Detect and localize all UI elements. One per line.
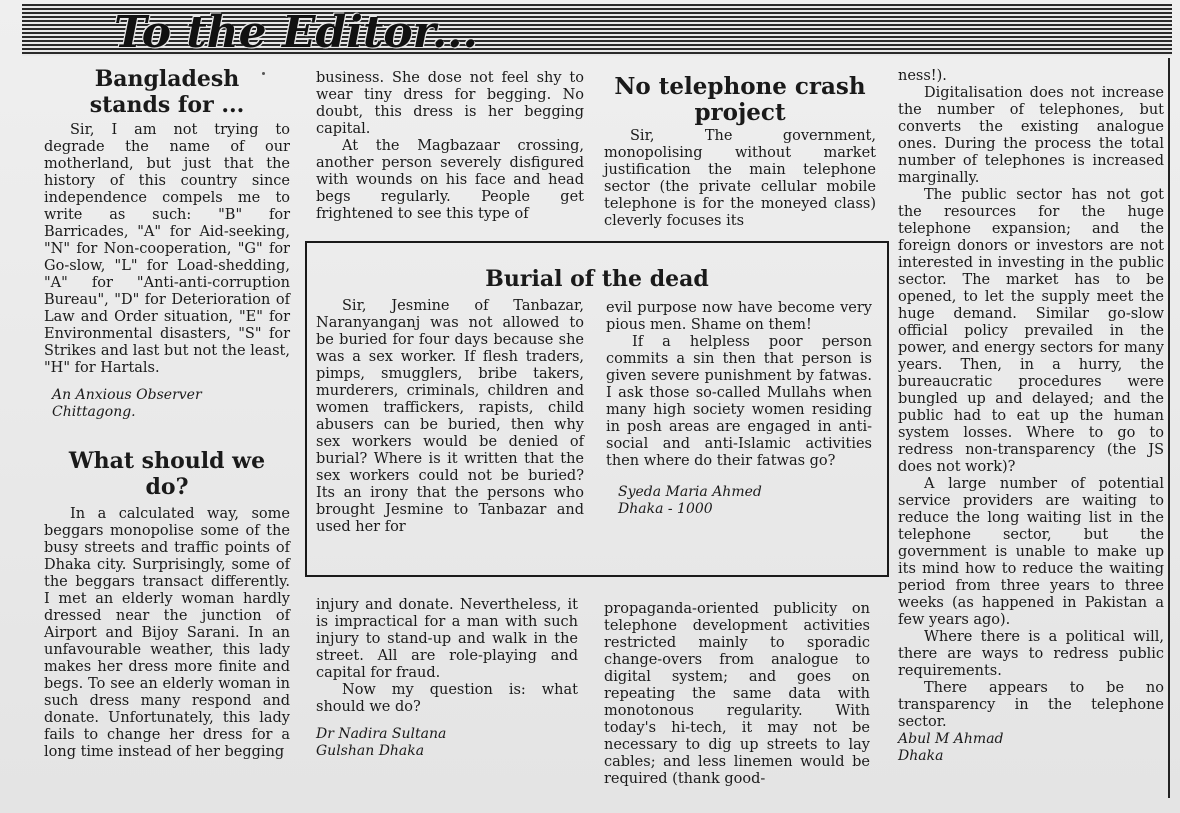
- letter-body: injury and donate. Nevertheless, it is impractical for a man with such injury to stand-up and walk in the street. All are role-playing and capital for fraud.: [316, 597, 578, 681]
- letter-body: A large number of potential service providers are waiting to reduce the long waiting list in the telephone sector, but the government is unable to make up its mind how to reduce the waiting period from three years to three weeks (as happened in Pakistan a few years ago).: [898, 476, 1164, 628]
- letter-body: ness!).: [898, 68, 947, 84]
- letter-what-should-we-do-end: [316, 597, 578, 760]
- letter-headline: Bangladesh stands for ...: [89, 66, 245, 118]
- letter-body: Sir, The government, monopolising without market justification the main telephone sector (the private cellular mobile telephone is for the moneyed class) cleverly focuses its: [604, 128, 876, 229]
- letter-headline: What should we do?: [68, 448, 266, 500]
- letter-signature: Dr Nadira Sultana Gulshan Dhaka: [316, 726, 447, 759]
- letter-what-should-we-do: [44, 448, 290, 761]
- masthead-banner: [22, 4, 1172, 56]
- letter-body: There appears to be no transparency in the telephone sector.: [898, 680, 1164, 730]
- letter-body: evil purpose now have become very pious men. Shame on them!: [606, 300, 872, 333]
- letter-body: If a helpless poor person commits a sin then that person is given severe punishment by fatwas. I ask those so-called Mullahs when many high society women residing in posh areas are engaged in anti-social and anti-Islamic activities then where do their fatwas go?: [606, 334, 872, 469]
- letter-burial-left: [316, 298, 584, 536]
- letter-body: propaganda-oriented publicity on telephone development activities restricted mainly to sporadic change-overs from analogue to digital system; and goes on repeating the same data with monotonous regularity. With today's hi-tech, it may not be necessary to dig up streets to lay cables; and less linemen would be required (thank good-: [604, 601, 870, 787]
- letter-body: Digitalisation does not increase the number of telephones, but converts the existing analogue ones. During the process the total number of telephones is increased marginally.: [898, 85, 1164, 186]
- letter-bangladesh: [44, 66, 290, 421]
- letter-body: Sir, I am not trying to degrade the name of our motherland, but just that the history of this country since independence compels me to write as such: "B" for Barricades, "A" for Aid-seeking, "N" for Non-cooperation, "G" for Go-slow, "L" for Load-shedding, "A" for "Anti-anti-corruption Bureau", "D" for Deterioration of Law and Order situation, "E" for Environmental disasters, "S" for Strikes and last but not the least, "H" for Hartals.: [44, 122, 290, 376]
- letter-body: At the Magbazaar crossing, another person severely disfigured with wounds on his face and head begs regularly. People get frightened to see this type of: [316, 138, 584, 222]
- letter-body: Sir, Jesmine of Tanbazar, Naranyanganj was not allowed to be buried for four days because she was a sex worker. If flesh traders, pimps, smugglers, bribe takers, murderers, criminals, children and women traffickers, rapists, child abusers can be buried, then why sex workers would be denied of burial? Where is it written that the sex workers could not be buried? Its an irony that the persons who brought Jesmine to Tanbazar and used her for: [316, 298, 584, 535]
- letter-body: The public sector has not got the resources for the huge telephone expansion; and the foreign donors or investors are not interested in investing in the public sector. The market has to be opened, to let the supply meet the huge demand. Similar go-slow official policy prevailed in the power, and energy sectors for many years. Then, in a hurry, the bureaucratic procedures were bungled up and delayed; and the public had to eat up the human system losses. Where to go to redress non-transparency (the JS does not work)?: [898, 187, 1164, 475]
- letter-body: In a calculated way, some beggars monopolise some of the busy streets and traffic points of Dhaka city. Surprisingly, some of the beggars transact differently. I met an elderly woman hardly dressed near the junction of Airport and Bijoy Sarani. In an unfavourable weather, this lady makes her dress more finite and begs. To see an elderly woman in such dress many respond and donate. Unfortunately, this lady fails to change her dress for a long time instead of her begging: [44, 506, 290, 760]
- letter-headline: No telephone crash project: [614, 73, 866, 126]
- letter-telephone-cont: [604, 601, 870, 788]
- letter-body: business. She dose not feel shy to wear tiny dress for begging. No doubt, this dress is her begging capital.: [316, 70, 584, 137]
- letter-signature: Abul M Ahmad Dhaka: [898, 731, 1004, 764]
- letter-body: Where there is a political will, there are ways to redress public requirements.: [898, 629, 1164, 679]
- right-border-rule: [1168, 58, 1170, 798]
- letter-burial-right: [606, 300, 872, 518]
- letter-what-should-we-do-cont: [316, 70, 584, 223]
- letter-signature: Syeda Maria Ahmed Dhaka - 1000: [618, 484, 762, 517]
- letter-headline: Burial of the dead: [485, 266, 709, 292]
- letter-signature: An Anxious Observer Chittagong.: [52, 387, 202, 420]
- print-speck: [262, 72, 265, 75]
- letter-telephone-right: [898, 68, 1164, 765]
- letter-body: Now my question is: what should we do?: [316, 682, 578, 715]
- section-title: To the Editor...: [114, 7, 478, 58]
- letter-telephone: [604, 74, 876, 230]
